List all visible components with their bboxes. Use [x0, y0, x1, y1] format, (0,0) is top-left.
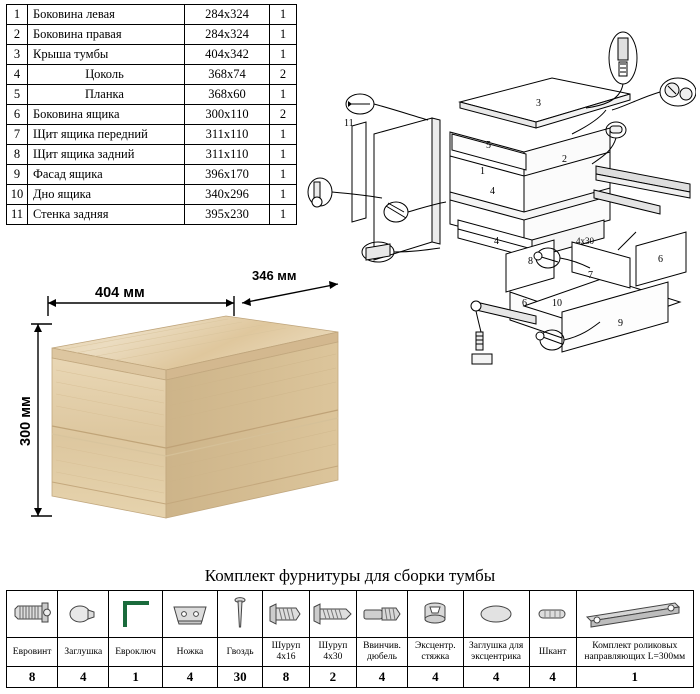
dimension-depth-label: 346 мм [252, 270, 297, 283]
hardware-count: 2 [309, 667, 356, 688]
table-row [7, 65, 297, 85]
part-name: Щит ящика задний [28, 145, 185, 165]
hardware-label: Шуруп 4х30 [309, 638, 356, 667]
dowel-icon [535, 603, 571, 625]
hardware-counts-row [7, 667, 694, 688]
table-row [7, 5, 297, 25]
hardware-label: Евроключ [109, 638, 162, 667]
part-number: 7 [7, 125, 28, 145]
hardware-count: 4 [356, 667, 407, 688]
part-side-left [374, 118, 440, 260]
callout-3: 3 [536, 98, 541, 109]
hardware-icon-cell-roller-slides [576, 591, 693, 638]
hardware-labels-row [7, 638, 694, 667]
hardware-icon-cell-cap-plug [58, 591, 109, 638]
table-row [7, 105, 297, 125]
callout-6-left: 6 [522, 298, 527, 309]
fastener-dowel [610, 126, 622, 133]
part-qty: 2 [270, 105, 297, 125]
part-qty: 1 [270, 205, 297, 225]
hardware-count: 4 [529, 667, 576, 688]
part-size: 404х342 [185, 45, 270, 65]
hardware-kit-title: Комплект фурнитуры для сборки тумбы [204, 566, 496, 585]
part-qty: 1 [270, 5, 297, 25]
table-row [7, 185, 297, 205]
hardware-count: 4 [408, 667, 463, 688]
hardware-icon-cell-cam-lock [408, 591, 463, 638]
part-back-wall [352, 122, 366, 222]
callout-8: 8 [528, 256, 533, 267]
callout-1: 1 [480, 166, 485, 177]
callout-9: 9 [618, 318, 623, 329]
hardware-count: 1 [109, 667, 162, 688]
cam-lock-icon [419, 598, 451, 630]
part-size: 396х170 [185, 165, 270, 185]
hardware-label: Комплект роликовых направляющих L=300мм [576, 638, 693, 667]
hardware-kit-table [6, 590, 694, 688]
callout-2: 2 [562, 154, 567, 165]
part-size: 311х110 [185, 125, 270, 145]
screw-note: 4х30 [576, 236, 594, 246]
hardware-count: 4 [162, 667, 217, 688]
hardware-icon-cell-screw-in-dowel [356, 591, 407, 638]
hardware-label: Заглушка [58, 638, 109, 667]
part-name: Боковина ящика [28, 105, 185, 125]
dimension-height [31, 324, 52, 516]
callout-10: 10 [552, 298, 562, 309]
part-name: Боковина правая [28, 25, 185, 45]
hardware-label: Гвоздь [218, 638, 263, 667]
hardware-icon-cell-nail [218, 591, 263, 638]
hardware-label: Заглушка для эксцентрика [463, 638, 529, 667]
parts-table-body [7, 5, 297, 225]
hardware-count: 4 [463, 667, 529, 688]
part-number: 6 [7, 105, 28, 125]
dimension-depth [242, 281, 338, 306]
part-number: 4 [7, 65, 28, 85]
hardware-label: Ножка [162, 638, 217, 667]
part-number: 8 [7, 145, 28, 165]
euro-screw-icon [12, 597, 52, 631]
callout-11: 11 [344, 118, 354, 129]
part-qty: 1 [270, 25, 297, 45]
callout-5: 5 [486, 140, 491, 151]
part-top-panel [460, 78, 630, 128]
part-number: 9 [7, 165, 28, 185]
product-photo-with-dimensions [6, 270, 386, 550]
table-row [7, 205, 297, 225]
part-qty: 1 [270, 85, 297, 105]
cap-plug-icon [66, 599, 100, 629]
part-size: 311х110 [185, 145, 270, 165]
table-row [7, 145, 297, 165]
hardware-icon-cell-leg [162, 591, 217, 638]
hardware-icon-cell-cam-cover [463, 591, 529, 638]
hardware-icon-cell-screw-4x16 [263, 591, 310, 638]
part-number: 2 [7, 25, 28, 45]
callout-4: 4 [490, 186, 495, 197]
part-size: 284х324 [185, 5, 270, 25]
part-name: Боковина левая [28, 5, 185, 25]
fastener-cam-lock [665, 83, 692, 100]
hardware-label: Евровинт [7, 638, 58, 667]
dimension-height-label: 300 мм [18, 396, 34, 446]
hardware-count: 8 [7, 667, 58, 688]
fastener-euro-screw-top [618, 38, 628, 76]
fastener-screw-left-lower [312, 182, 322, 207]
hardware-count: 4 [58, 667, 109, 688]
hardware-icons-row [7, 591, 694, 638]
part-qty: 1 [270, 45, 297, 65]
part-number: 10 [7, 185, 28, 205]
part-size: 300х110 [185, 105, 270, 125]
hardware-label: Ввинчив. дюбель [356, 638, 407, 667]
part-qty: 1 [270, 185, 297, 205]
parts-table [6, 4, 297, 225]
hardware-icon-cell-allen-key [109, 591, 162, 638]
part-qty: 1 [270, 145, 297, 165]
screw-in-dowel-icon [360, 601, 404, 627]
table-row [7, 25, 297, 45]
nail-icon [231, 595, 249, 633]
furniture-leg-icon [168, 599, 212, 629]
fastener-cap-bottom [472, 354, 492, 364]
hardware-icon-cell-screw-4x30 [309, 591, 356, 638]
hardware-icon-cell-euro-screw [7, 591, 58, 638]
part-size: 395х230 [185, 205, 270, 225]
callout-6-right: 6 [658, 254, 663, 265]
part-size: 340х296 [185, 185, 270, 205]
part-name: Дно ящика [28, 185, 185, 205]
part-name: Планка [28, 85, 185, 105]
part-size: 284х324 [185, 25, 270, 45]
part-number: 11 [7, 205, 28, 225]
allen-key-icon [117, 597, 155, 631]
callout-7: 7 [588, 270, 593, 281]
hardware-label: Шуруп 4х16 [263, 638, 310, 667]
cam-cover-icon [476, 601, 516, 627]
part-name: Фасад ящика [28, 165, 185, 185]
fastener-screw-bottom [476, 332, 483, 350]
part-qty: 1 [270, 165, 297, 185]
screw-4x16-icon [266, 601, 306, 627]
part-qty: 1 [270, 125, 297, 145]
part-size: 368х74 [185, 65, 270, 85]
hardware-icon-cell-dowel [529, 591, 576, 638]
part-number: 1 [7, 5, 28, 25]
screw-4x30-icon [312, 601, 354, 627]
hardware-count: 30 [218, 667, 263, 688]
fastener-slide-bracket [366, 244, 390, 260]
callout-4b: 4 [494, 236, 499, 247]
part-size: 368х60 [185, 85, 270, 105]
part-name: Крыша тумбы [28, 45, 185, 65]
nightstand-3d [52, 316, 338, 518]
table-row [7, 125, 297, 145]
part-name: Цоколь [28, 65, 185, 85]
table-row [7, 85, 297, 105]
dimension-width-label: 404 мм [95, 285, 145, 301]
fastener-nail-left [348, 101, 370, 107]
product-photo-svg [6, 270, 386, 550]
part-name: Стенка задняя [28, 205, 185, 225]
hardware-label: Шкант [529, 638, 576, 667]
hardware-count: 1 [576, 667, 693, 688]
part-name: Щит ящика передний [28, 125, 185, 145]
table-row [7, 165, 297, 185]
hardware-count: 8 [263, 667, 310, 688]
table-row [7, 45, 297, 65]
part-number: 5 [7, 85, 28, 105]
part-number: 3 [7, 45, 28, 65]
roller-slides-icon [583, 597, 687, 631]
part-qty: 2 [270, 65, 297, 85]
hardware-label: Эксцентр. стяжка [408, 638, 463, 667]
